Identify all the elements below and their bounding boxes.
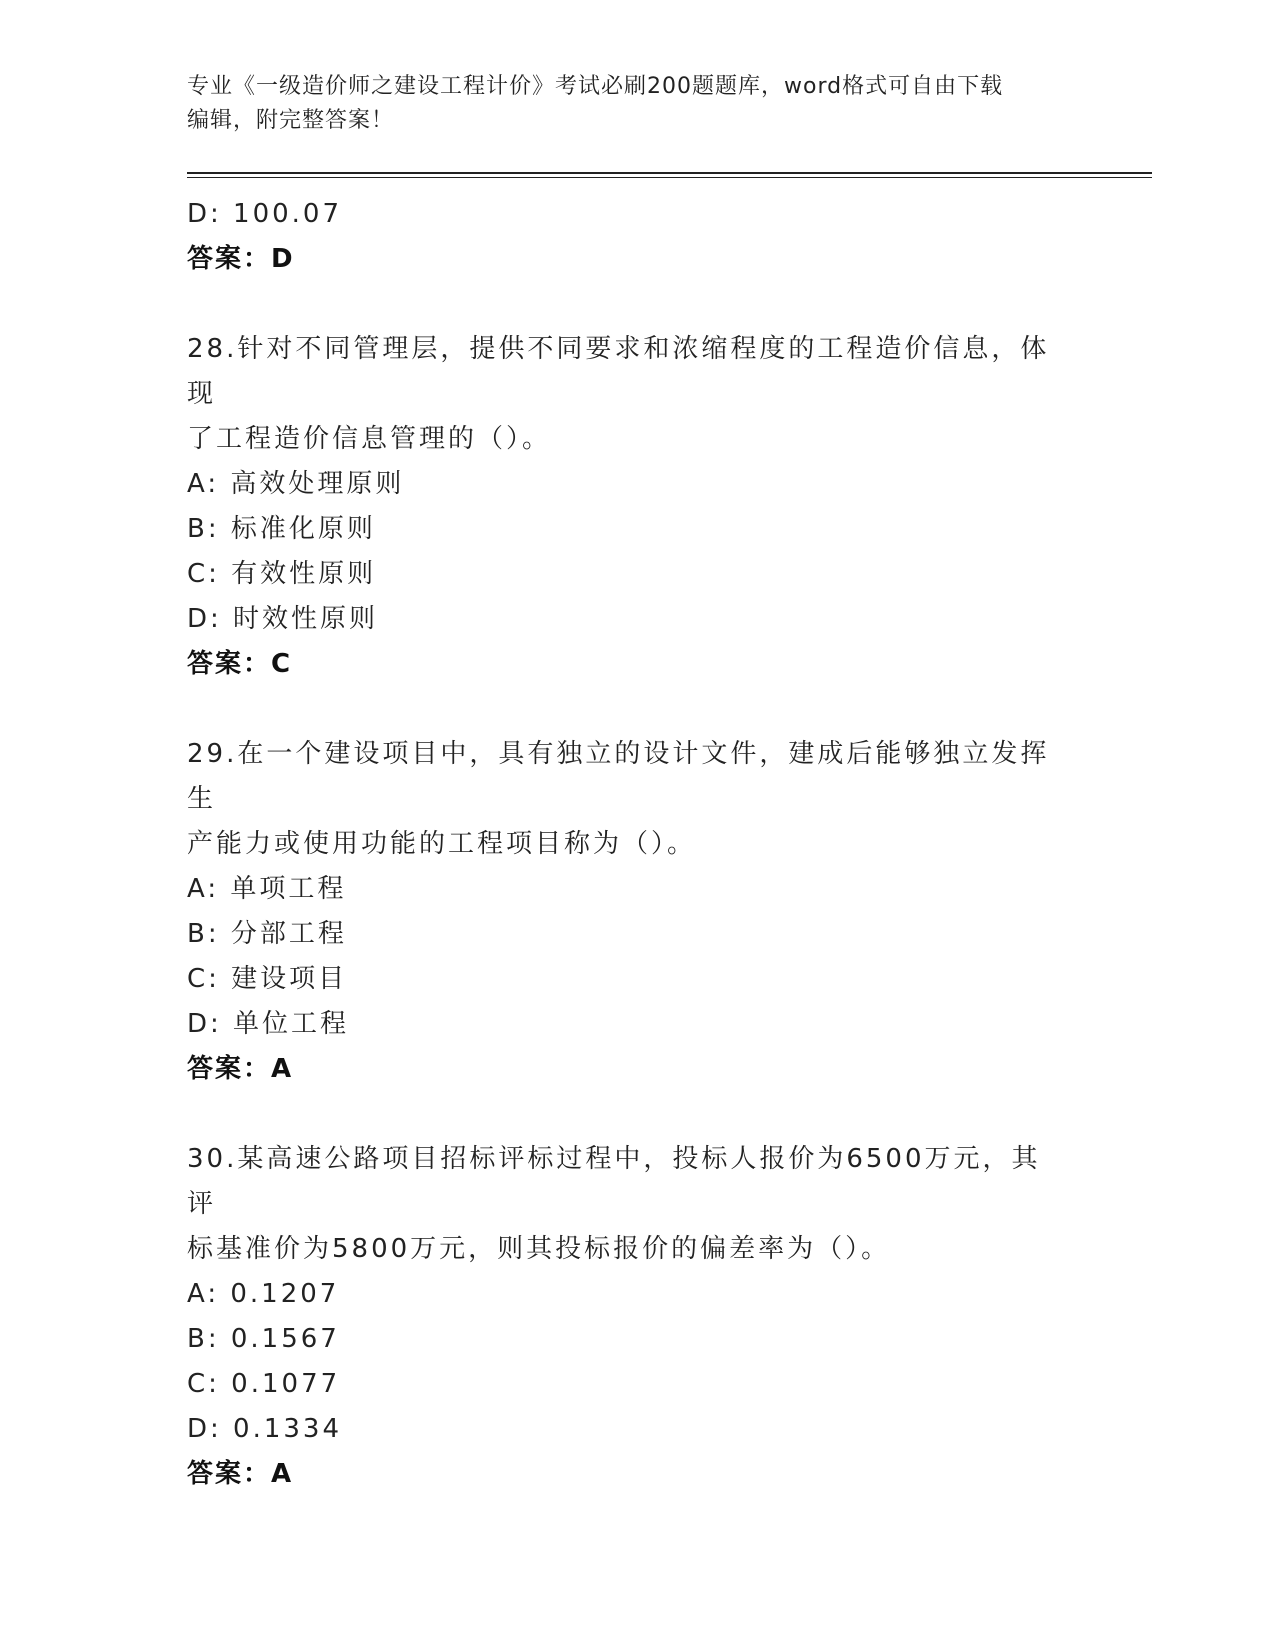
answer-line: 答案：A	[187, 1459, 294, 1489]
stem-line-1: 30.某高速公路项目招标评标过程中，投标人报价为6500万元，其评	[187, 1144, 1041, 1219]
header-divider	[187, 172, 1152, 178]
question-28	[187, 327, 1152, 687]
stem-line-1: 28.针对不同管理层，提供不同要求和浓缩程度的工程造价信息，体现	[187, 334, 1050, 409]
answer-line: 答案：C	[187, 649, 293, 679]
question-30	[187, 1137, 1152, 1497]
stem-line-1: 29.在一个建设项目中，具有独立的设计文件，建成后能够独立发挥生	[187, 739, 1050, 814]
question-stem	[187, 1137, 1067, 1272]
divider-thin-line	[187, 177, 1152, 178]
option-c: C: 有效性原则	[187, 559, 377, 589]
option-c: C: 建设项目	[187, 964, 348, 994]
document-header	[187, 70, 1067, 138]
option-d: D: 100.07	[187, 199, 343, 229]
option-b: B: 0.1567	[187, 1324, 340, 1354]
document-page	[187, 70, 1152, 1497]
option-c: C: 0.1077	[187, 1369, 341, 1399]
option-b: B: 标准化原则	[187, 514, 376, 544]
stem-line-2: 了工程造价信息管理的（）。	[187, 424, 552, 454]
option-a: A: 0.1207	[187, 1279, 340, 1309]
option-d: D: 0.1334	[187, 1414, 343, 1444]
answer-line: 答案：D	[187, 244, 295, 274]
divider-thick-line	[187, 172, 1152, 174]
option-d: D: 时效性原则	[187, 604, 379, 634]
option-b: B: 分部工程	[187, 919, 347, 949]
header-line-1: 专业《一级造价师之建设工程计价》考试必刷200题题库，word格式可自由下载	[187, 74, 1004, 99]
question-29	[187, 732, 1152, 1092]
previous-question-tail	[187, 192, 1152, 282]
answer-line: 答案：A	[187, 1054, 294, 1084]
question-stem	[187, 327, 1067, 462]
stem-line-2: 产能力或使用功能的工程项目称为（）。	[187, 829, 697, 859]
option-a: A: 高效处理原则	[187, 469, 405, 499]
question-stem	[187, 732, 1067, 867]
header-line-2: 编辑，附完整答案！	[187, 108, 395, 133]
option-a: A: 单项工程	[187, 874, 347, 904]
stem-line-2: 标基准价为5800万元，则其投标报价的偏差率为（）。	[187, 1234, 891, 1264]
option-d: D: 单位工程	[187, 1009, 350, 1039]
